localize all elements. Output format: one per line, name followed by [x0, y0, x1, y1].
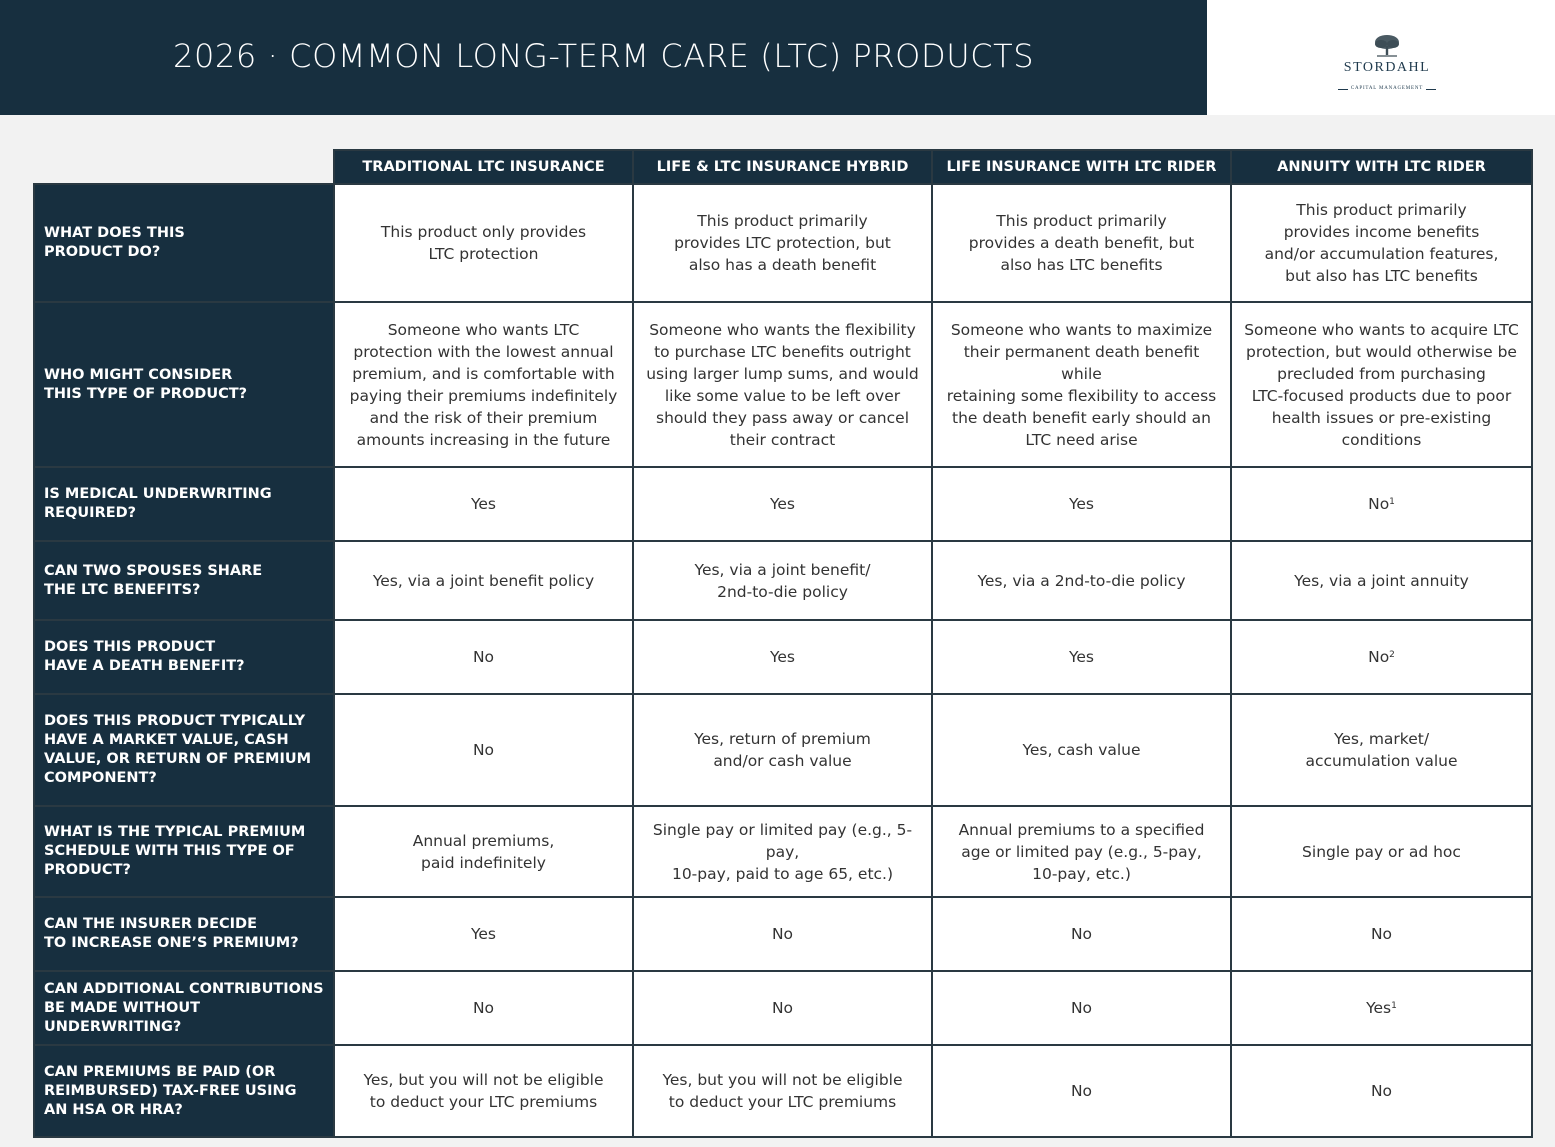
cell-text: This product primarily provides LTC protection, but also has a death benefit [674, 212, 891, 274]
table-cell [334, 897, 633, 971]
cell-text: This product primarily provides income benefits and/or accumulation features, but also has LTC benefits [1264, 201, 1499, 285]
table-cell [932, 620, 1231, 694]
table-cell [932, 1045, 1231, 1137]
row-question: DOES THIS PRODUCT TYPICALLY HAVE A MARKET VALUE, CASH VALUE, OR RETURN OF PREMIUM COMPONENT? [34, 694, 334, 806]
table-cell [1231, 694, 1532, 806]
row-question: WHO MIGHT CONSIDER THIS TYPE OF PRODUCT? [34, 302, 334, 467]
table-cell [1231, 302, 1532, 467]
cell-text: No [472, 741, 495, 759]
table-cell [932, 302, 1231, 467]
cell-text: Yes [1068, 495, 1095, 513]
row-question: WHAT IS THE TYPICAL PREMIUM SCHEDULE WITH THIS TYPE OF PRODUCT? [34, 806, 334, 897]
table-cell [1231, 1045, 1532, 1137]
cell-text: Yes, but you will not be eligible to deduct your LTC premiums [363, 1071, 604, 1111]
cell-text: Single pay or limited pay (e.g., 5-pay, 10-pay, paid to age 65, etc.) [652, 820, 913, 883]
cell-text: Yes [769, 495, 796, 513]
table-cell [1231, 971, 1532, 1045]
cell-text: Someone who wants the flexibility to purchase LTC benefits outright using larger lump sums, and would like some value to be left over should they pass away or cancel their contract [646, 320, 919, 449]
table-cell [1231, 467, 1532, 541]
table-cell [334, 467, 633, 541]
cell-text: Someone who wants to acquire LTC protection, but would otherwise be precluded from purchasing LTC-focused products due to poor health issues or pre-existing conditions [1244, 320, 1519, 449]
table-cell [1231, 806, 1532, 897]
table-cell [633, 620, 932, 694]
row-question: CAN ADDITIONAL CONTRIBUTIONS BE MADE WITHOUT UNDERWRITING? [34, 971, 334, 1045]
table-row [34, 694, 1532, 806]
cell-text: Yes, via a 2nd-to-die policy [977, 571, 1186, 590]
comparison-table [33, 149, 1533, 1138]
table-row [34, 302, 1532, 467]
table-row [34, 1045, 1532, 1137]
table-row [34, 184, 1532, 302]
table-cell [334, 620, 633, 694]
row-question: CAN PREMIUMS BE PAID (OR REIMBURSED) TAX-FREE USING AN HSA OR HRA? [34, 1045, 334, 1137]
table-row [34, 971, 1532, 1045]
table-cell [932, 897, 1231, 971]
cell-text: Yes, but you will not be eligible to deduct your LTC premiums [662, 1071, 903, 1111]
table-row [34, 897, 1532, 971]
table-cell [932, 184, 1231, 302]
footnote-mark: 1 [1391, 1001, 1397, 1011]
cell-text: No [1070, 925, 1093, 943]
cell-text: No [771, 999, 794, 1017]
table-cell [932, 541, 1231, 620]
column-header: LIFE INSURANCE WITH LTC RIDER [932, 150, 1231, 184]
cell-text: This product primarily provides a death benefit, but also has LTC benefits [968, 212, 1195, 274]
table-cell [1231, 184, 1532, 302]
table-row [34, 806, 1532, 897]
cell-text: Yes, cash value [1022, 741, 1141, 759]
column-header-row [34, 150, 1532, 184]
cell-text: Yes, return of premium and/or cash value [694, 730, 871, 770]
table-cell [334, 971, 633, 1045]
cell-text: No [1370, 925, 1393, 943]
cell-text: No [771, 925, 794, 943]
footnote-mark: 2 [1389, 650, 1395, 660]
cell-text: No [1368, 495, 1390, 513]
table-cell [932, 971, 1231, 1045]
cell-text: Annual premiums to a specified age or limited pay (e.g., 5-pay, 10-pay, etc.) [958, 820, 1205, 883]
cell-text: Yes [470, 925, 497, 943]
table-cell [334, 694, 633, 806]
cell-text: No [1070, 1082, 1093, 1100]
table-cell [1231, 541, 1532, 620]
cell-text: Yes, via a joint annuity [1294, 571, 1469, 590]
logo-tagline: CAPITAL MANAGEMENT [1350, 86, 1424, 91]
table-cell [633, 897, 932, 971]
table-cell [334, 1045, 633, 1137]
table-cell [334, 184, 633, 302]
table-cell [932, 467, 1231, 541]
cell-text: No [1368, 648, 1390, 666]
row-question: CAN TWO SPOUSES SHARE THE LTC BENEFITS? [34, 541, 334, 620]
cell-text: Yes, via a joint benefit policy [372, 571, 595, 590]
column-header: ANNUITY WITH LTC RIDER [1231, 150, 1532, 184]
row-question: IS MEDICAL UNDERWRITING REQUIRED? [34, 467, 334, 541]
table-cell [1231, 897, 1532, 971]
table-cell [633, 694, 932, 806]
column-header: TRADITIONAL LTC INSURANCE [334, 150, 633, 184]
company-logo [1322, 33, 1452, 94]
table-cell [633, 1045, 932, 1137]
cell-text: No [472, 648, 495, 666]
cell-text: Single pay or ad hoc [1302, 842, 1461, 861]
footnote-mark: 1 [1389, 497, 1395, 507]
cell-text: No [472, 999, 495, 1017]
table-cell [334, 806, 633, 897]
page-title: 2026 · COMMON LONG-TERM CARE (LTC) PRODUCTS [173, 37, 1035, 75]
table-cell [932, 694, 1231, 806]
table-cell [633, 302, 932, 467]
cell-text: No [1070, 999, 1093, 1017]
cell-text: Someone who wants LTC protection with the lowest annual premium, and is comfortable with paying their premiums indefinitely and the risk of their premium amounts increasing in the future [349, 320, 618, 449]
table-cell [633, 184, 932, 302]
table-cell [633, 541, 932, 620]
table-cell [633, 971, 932, 1045]
table-cell [633, 467, 932, 541]
table-row [34, 620, 1532, 694]
row-question: CAN THE INSURER DECIDE TO INCREASE ONE’S PREMIUM? [34, 897, 334, 971]
table-cell [932, 806, 1231, 897]
table-cell [1231, 620, 1532, 694]
logo-name: STORDAHL [1343, 60, 1431, 75]
cell-text: Someone who wants to maximize their permanent death benefit while retaining some flexibility to access the death benefit early should an LTC need arise [946, 320, 1217, 449]
cell-text: Yes [769, 648, 796, 666]
table-cell [334, 302, 633, 467]
cell-text: Yes, via a joint benefit/ 2nd-to-die policy [694, 560, 871, 601]
row-question: WHAT DOES THIS PRODUCT DO? [34, 184, 334, 302]
table-cell [633, 806, 932, 897]
cell-text: Yes [1366, 999, 1392, 1017]
tree-icon [1373, 33, 1401, 59]
table-corner [34, 150, 334, 184]
cell-text: This product only provides LTC protection [380, 223, 587, 263]
header-band [0, 0, 1207, 115]
table-row [34, 541, 1532, 620]
table-row [34, 467, 1532, 541]
cell-text: Yes, market/ accumulation value [1305, 730, 1458, 770]
row-question: DOES THIS PRODUCT HAVE A DEATH BENEFIT? [34, 620, 334, 694]
table-cell [334, 541, 633, 620]
cell-text: Yes [470, 495, 497, 513]
cell-text: Annual premiums, paid indefinitely [412, 831, 555, 872]
cell-text: No [1370, 1082, 1393, 1100]
column-header: LIFE & LTC INSURANCE HYBRID [633, 150, 932, 184]
cell-text: Yes [1068, 648, 1095, 666]
